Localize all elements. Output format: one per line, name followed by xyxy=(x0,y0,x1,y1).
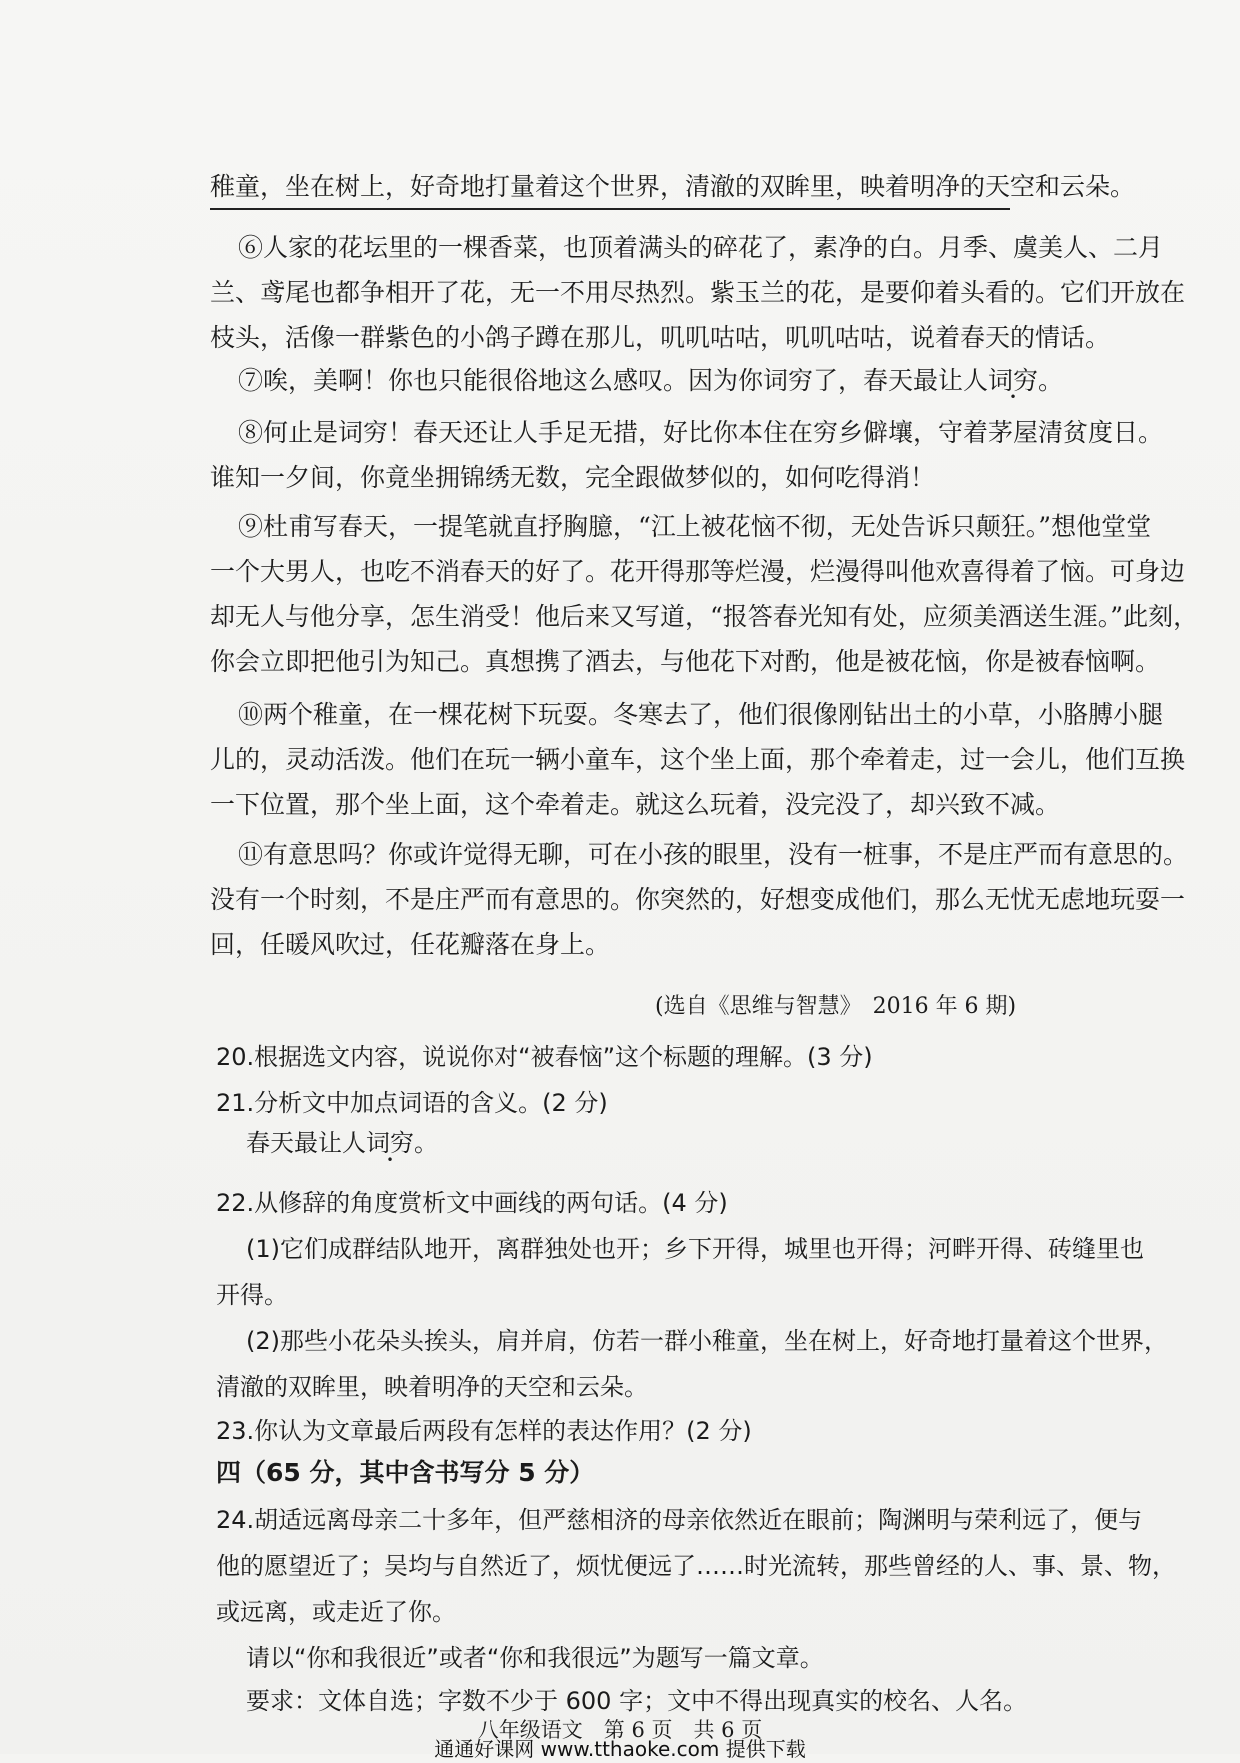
source-citation: (选自《思维与智慧》 2016 年 6 期) xyxy=(655,994,1017,1019)
paragraph-11-line-1: ⑪有意思吗？你或许觉得无聊，可在小孩的眼里，没有一桩事，不是庄严而有意思的。 xyxy=(238,840,1189,869)
essay-prompt: 请以“你和我很近”或者“你和我很远”为题写一篇文章。 xyxy=(246,1644,824,1672)
paragraph-10-line-2: 儿的，灵动活泼。他们在玩一辆小童车，这个坐上面，那个牵着走，过一会儿，他们互换 xyxy=(210,745,1186,774)
question-24-line-1: 24.胡适远离母亲二十多年，但严慈相济的母亲依然近在眼前；陶渊明与荣利远了，便与 xyxy=(216,1506,1143,1534)
question-24-line-3: 或远离，或走近了你。 xyxy=(216,1598,456,1626)
paragraph-6-line-1: ⑥人家的花坛里的一棵香菜，也顶着满头的碎花了，素净的白。月季、虞美人、二月 xyxy=(238,233,1164,262)
question-22: 22.从修辞的角度赏析文中画线的两句话。(4 分) xyxy=(216,1189,728,1217)
paragraph-6-line-3: 枝头，活像一群紫色的小鸽子蹲在那儿，叽叽咕咕，叽叽咕咕，说着春天的情话。 xyxy=(210,323,1111,352)
underlined-sentence: 稚童，坐在树上，好奇地打量着这个世界，清澈的双眸里，映着明净的天空和云朵。 xyxy=(210,172,1136,201)
dotted-word: 词穷 xyxy=(988,366,1039,395)
question-24-line-2: 他的愿望近了；吴均与自然近了，烦忧便远了……时光流转，那些曾经的人、事、景、物， xyxy=(216,1552,1176,1580)
question-22-item-2-line-1: (2)那些小花朵头挨头，肩并肩，仿若一群小稚童，坐在树上，好奇地打量着这个世界， xyxy=(246,1327,1168,1355)
paragraph-10-line-1: ⑩两个稚童，在一棵花树下玩耍。冬寒去了，他们很像刚钻出土的小草，小胳膊小腿 xyxy=(238,700,1164,729)
download-watermark: 通通好课网 www.tthaoke.com 提供下载 xyxy=(434,1737,806,1761)
dotted-word: 词穷 xyxy=(366,1129,414,1157)
question-22-item-1-line-1: (1)它们成群结队地开，离群独处也开；乡下开得，城里也开得；河畔开得、砖缝里也 xyxy=(246,1235,1144,1263)
page-number: 八年级语文 第 6 页 共 6 页 xyxy=(477,1718,763,1742)
question-22-item-2-line-2: 清澈的双眸里，映着明净的天空和云朵。 xyxy=(216,1373,648,1401)
paragraph-7: ⑦唉，美啊！你也只能很俗地这么感叹。因为你词穷了，春天最让人词穷。 xyxy=(238,366,1064,395)
question-23: 23.你认为文章最后两段有怎样的表达作用？(2 分) xyxy=(216,1417,752,1445)
question-21: 21.分析文中加点词语的含义。(2 分) xyxy=(216,1089,608,1117)
paragraph-11-line-3: 回，任暖风吹过，任花瓣落在身上。 xyxy=(210,930,611,959)
paragraph-6-line-2: 兰、鸢尾也都争相开了花，无一不用尽热烈。紫玉兰的花，是要仰着头看的。它们开放在 xyxy=(210,278,1186,307)
question-20: 20.根据选文内容，说说你对“被春恼”这个标题的理解。(3 分) xyxy=(216,1043,873,1071)
underline-rule xyxy=(210,208,1010,210)
paragraph-11-line-2: 没有一个时刻，不是庄严而有意思的。你突然的，好想变成他们，那么无忧无虑地玩耍一 xyxy=(210,885,1186,914)
paragraph-9-line-1: ⑨杜甫写春天，一提笔就直抒胸臆，“江上被花恼不彻，无处告诉只颠狂。”想他堂堂 xyxy=(238,512,1152,541)
paragraph-10-line-3: 一下位置，那个坐上面，这个牵着走。就这么玩着，没完没了，却兴致不减。 xyxy=(210,790,1061,819)
essay-requirements: 要求：文体自选；字数不少于 600 字；文中不得出现真实的校名、人名。 xyxy=(246,1687,1028,1715)
paragraph-8-line-1: ⑧何止是词穷！春天还让人手足无措，好比你本住在穷乡僻壤，守着茅屋清贫度日。 xyxy=(238,418,1164,447)
section-4-heading: 四（65 分，其中含书写分 5 分） xyxy=(216,1458,595,1487)
paragraph-9-line-4: 你会立即把他引为知己。真想携了酒去，与他花下对酌，他是被花恼，你是被春恼啊。 xyxy=(210,647,1161,676)
paragraph-9-line-3: 却无人与他分享，怎生消受！他后来又写道，“报答春光知有处，应须美酒送生涯。”此刻， xyxy=(210,602,1199,631)
paragraph-8-line-2: 谁知一夕间，你竟坐拥锦绣无数，完全跟做梦似的，如何吃得消！ xyxy=(210,463,936,492)
paragraph-9-line-2: 一个大男人，也吃不消春天的好了。花开得那等烂漫，烂漫得叫他欢喜得着了恼。可身边 xyxy=(210,557,1186,586)
question-22-item-1-line-2: 开得。 xyxy=(216,1281,288,1309)
question-21-phrase: 春天最让人词穷。 xyxy=(246,1129,438,1157)
